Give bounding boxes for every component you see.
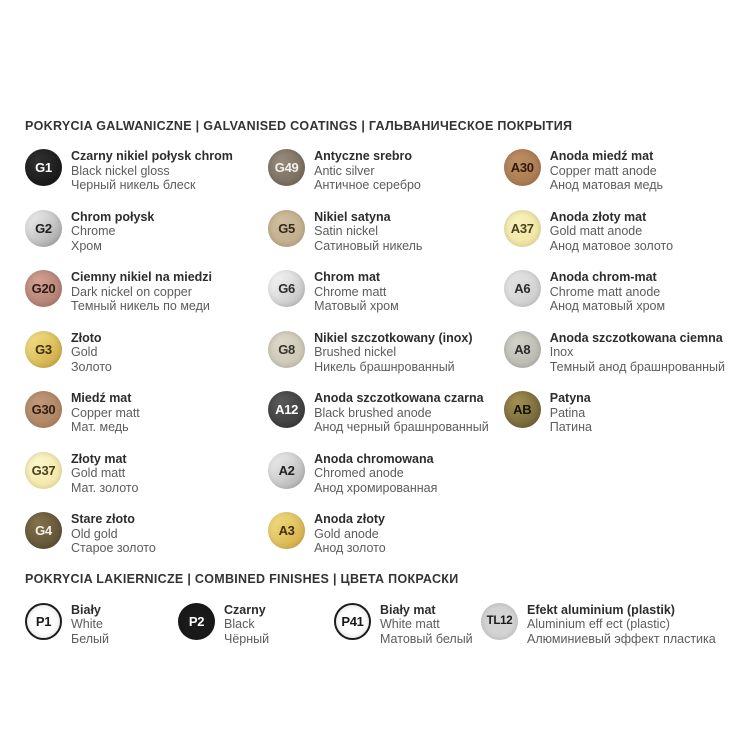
- finish-labels: [314, 511, 386, 556]
- finish-code: G2: [35, 220, 52, 236]
- finish-name-en: Chrome matt anode: [549, 284, 661, 299]
- finish-color-swatch: [25, 452, 62, 489]
- finish-color-swatch: [481, 603, 518, 640]
- finish-name-en: Gold matt anode: [549, 224, 643, 238]
- catalog-content: [25, 119, 725, 662]
- finish-code: AB: [513, 402, 532, 417]
- finish-name-ru: Матовый белый: [380, 631, 473, 646]
- finish-labels: [550, 330, 725, 375]
- lacquered-section-title: POKRYCIA LAKIERNICZE | COMBINED FINISHES | ЦВЕТА ПОКРАСКИ: [25, 571, 459, 586]
- finish-color-swatch: [268, 331, 305, 368]
- finish-name-pl: Anoda miedź mat: [549, 149, 654, 163]
- finish-name-en: Black brushed anode: [314, 405, 432, 420]
- finish-name-pl: Stare złoto: [71, 512, 135, 526]
- finish-item: [25, 602, 178, 647]
- finish-labels: [314, 269, 399, 314]
- finish-name-pl: Efekt aluminium (plastik): [527, 602, 675, 617]
- finish-labels: [71, 209, 154, 254]
- finish-code: G49: [274, 160, 299, 175]
- finish-item: [25, 451, 268, 496]
- finish-code: G37: [31, 462, 56, 478]
- finish-name-ru: Патина: [549, 420, 592, 434]
- finish-color-swatch: [268, 149, 305, 186]
- finish-labels: [380, 602, 473, 647]
- finish-name-ru: Анод хромированная: [314, 480, 438, 495]
- finish-name-ru: Темный анод брашнрованный: [549, 359, 725, 374]
- finish-item: [25, 209, 268, 254]
- finish-code: G6: [278, 281, 295, 296]
- finish-name-pl: Złoty mat: [71, 451, 127, 466]
- finish-code: P41: [341, 613, 364, 629]
- finish-labels: [314, 148, 421, 193]
- finish-name-en: Inox: [549, 345, 574, 359]
- finish-name-pl: Ciemny nikiel na miedzi: [71, 270, 213, 284]
- finish-name-en: Black: [224, 617, 255, 631]
- finish-color-swatch: [25, 391, 62, 428]
- finish-name-pl: Czarny: [224, 602, 266, 617]
- galvanised-column-1: [268, 148, 504, 572]
- finish-labels: [550, 209, 673, 254]
- finish-item: [25, 269, 268, 314]
- finish-name-en: White: [71, 617, 103, 631]
- finish-code: TL12: [486, 615, 513, 627]
- finish-item: [504, 330, 725, 375]
- finish-name-en: Satin nickel: [314, 224, 379, 238]
- finish-labels: [71, 511, 156, 556]
- finish-name-pl: Anoda szczotkowana czarna: [314, 391, 484, 405]
- finish-color-swatch: [334, 603, 371, 640]
- finish-color-swatch: [504, 270, 541, 307]
- finish-code: A8: [514, 341, 531, 357]
- finish-item: [268, 148, 504, 193]
- finish-name-pl: Biały mat: [380, 602, 436, 617]
- finish-color-swatch: [268, 210, 305, 247]
- finish-name-pl: Antyczne srebro: [314, 149, 413, 163]
- finish-color-swatch: [504, 149, 541, 186]
- finish-name-ru: Темный никель по меди: [71, 299, 210, 313]
- finish-item: [268, 209, 504, 254]
- finish-name-pl: Anoda złoty mat: [549, 209, 647, 224]
- finish-labels: [314, 390, 489, 435]
- finish-code: A12: [275, 402, 299, 417]
- finish-name-pl: Miedź mat: [71, 391, 132, 405]
- finish-color-swatch: [25, 512, 62, 549]
- finish-color-swatch: [178, 603, 215, 640]
- finish-labels: [314, 330, 472, 375]
- finish-name-en: White matt: [380, 617, 440, 631]
- finish-labels: [71, 148, 233, 193]
- finish-code: G3: [35, 341, 52, 357]
- finish-name-en: Antic silver: [314, 163, 375, 178]
- finish-name-ru: Хром: [71, 238, 102, 253]
- finish-name-ru: Мат. медь: [71, 420, 129, 434]
- finish-name-ru: Анод золото: [314, 541, 386, 555]
- finish-code: P2: [188, 613, 205, 629]
- finish-code: G5: [278, 220, 295, 236]
- finish-item: [504, 148, 725, 193]
- finish-color-swatch: [268, 270, 305, 307]
- finish-item: [334, 602, 481, 647]
- finish-name-ru: Чёрный: [224, 631, 270, 646]
- finish-name-ru: Сатиновый никель: [314, 238, 423, 253]
- finish-name-ru: Анод матовый хром: [549, 299, 666, 313]
- finish-item: [25, 148, 268, 193]
- finish-code: P1: [35, 613, 52, 629]
- finish-item: [268, 451, 504, 496]
- finish-name-ru: Мат. золото: [71, 480, 139, 495]
- finish-name-pl: Nikiel satyna: [314, 209, 391, 224]
- finish-item: [481, 602, 725, 647]
- finish-color-swatch: [25, 603, 62, 640]
- finish-name-pl: Anoda szczotkowana ciemna: [549, 330, 723, 345]
- finish-name-en: Black nickel gloss: [71, 163, 170, 178]
- galvanised-column-2: [504, 148, 725, 572]
- finish-labels: [71, 451, 138, 496]
- finish-color-swatch: [504, 391, 541, 428]
- finish-item: [25, 511, 268, 556]
- finish-name-pl: Złoto: [71, 330, 102, 345]
- finish-code: A37: [510, 220, 534, 236]
- finish-color-swatch: [268, 512, 305, 549]
- lacquered-row: [25, 602, 725, 663]
- finish-name-ru: Черный никель блеск: [71, 178, 196, 192]
- finish-labels: [314, 451, 437, 496]
- finish-name-pl: Chrom połysk: [71, 209, 155, 224]
- finish-name-en: Chrome: [71, 224, 116, 238]
- finish-labels: [71, 330, 112, 375]
- finish-code: G20: [31, 281, 56, 296]
- finish-name-ru: Старое золото: [71, 541, 156, 555]
- finish-color-swatch: [25, 270, 62, 307]
- finish-item: [25, 330, 268, 375]
- finish-name-en: Chrome matt: [314, 284, 387, 299]
- finish-name-ru: Анод черный брашнрованный: [314, 420, 489, 434]
- finish-name-ru: Никель брашнрованный: [314, 359, 455, 374]
- finish-name-ru: Алюминиевый эффект пластика: [527, 631, 716, 646]
- finish-name-ru: Белый: [71, 631, 110, 646]
- finish-name-pl: Patyna: [549, 391, 591, 405]
- finish-name-ru: Золото: [71, 359, 112, 374]
- finish-name-en: Brushed nickel: [314, 345, 397, 359]
- finish-name-pl: Nikiel szczotkowany (inox): [314, 330, 473, 345]
- finish-labels: [550, 390, 592, 435]
- finish-code: G1: [35, 160, 52, 175]
- finish-code: A2: [278, 462, 295, 478]
- finish-name-pl: Anoda chromowana: [314, 451, 434, 466]
- finish-item: [268, 269, 504, 314]
- finish-color-swatch: [25, 331, 62, 368]
- finish-labels: [224, 602, 269, 647]
- finish-labels: [314, 209, 422, 254]
- finish-color-swatch: [268, 391, 305, 428]
- finish-name-en: Gold anode: [314, 526, 379, 541]
- finish-color-swatch: [268, 452, 305, 489]
- finish-name-en: Gold: [71, 345, 98, 359]
- finish-name-ru: Античное серебро: [314, 178, 421, 192]
- finish-code: G4: [35, 523, 52, 538]
- finish-item: [268, 511, 504, 556]
- finish-name-pl: Biały: [71, 602, 101, 617]
- finish-color-swatch: [504, 210, 541, 247]
- finish-code: A3: [278, 523, 295, 538]
- finish-color-swatch: [25, 149, 62, 186]
- finish-code: G8: [278, 341, 295, 357]
- galvanised-section-title: POKRYCIA GALWANICZNE | GALVANISED COATINGS | ГАЛЬВАНИЧЕСКОЕ ПОКРЫТИЯ: [25, 119, 573, 133]
- finish-name-en: Copper matt: [71, 405, 140, 420]
- finish-code: A30: [510, 160, 534, 175]
- finish-item: [504, 209, 725, 254]
- finish-labels: [71, 602, 109, 647]
- finish-color-swatch: [504, 331, 541, 368]
- finish-name-en: Old gold: [71, 526, 118, 541]
- finish-name-pl: Anoda złoty: [314, 512, 385, 526]
- finish-name-en: Copper matt anode: [549, 163, 657, 178]
- finish-code: G30: [31, 402, 56, 417]
- finish-labels: [71, 269, 212, 314]
- finish-labels: [550, 148, 663, 193]
- finish-name-pl: Anoda chrom-mat: [549, 270, 657, 284]
- galvanised-column-0: [25, 148, 268, 572]
- finish-labels: [550, 269, 665, 314]
- finish-item: [504, 269, 725, 314]
- finish-name-en: Dark nickel on copper: [71, 284, 192, 299]
- finish-name-en: Gold matt: [71, 466, 126, 480]
- finish-name-pl: Czarny nikiel połysk chrom: [71, 149, 233, 163]
- finish-name-en: Patina: [549, 405, 586, 420]
- galvanised-grid: [25, 148, 725, 572]
- finish-name-en: Chromed anode: [314, 466, 404, 480]
- finish-item: [504, 390, 725, 435]
- finish-name-en: Aluminium eff ect (plastic): [527, 617, 670, 631]
- finish-labels: [71, 390, 140, 435]
- finish-item: [25, 390, 268, 435]
- finish-name-ru: Матовый хром: [314, 299, 399, 313]
- finish-item: [268, 390, 504, 435]
- finish-item: [268, 330, 504, 375]
- finish-color-swatch: [25, 210, 62, 247]
- finish-code: A6: [514, 281, 531, 296]
- finish-labels: [527, 602, 716, 647]
- finish-item: [178, 602, 334, 647]
- finish-name-ru: Анод матовая медь: [549, 178, 664, 192]
- finish-name-pl: Chrom mat: [314, 270, 381, 284]
- finish-name-ru: Анод матовое золото: [549, 238, 674, 253]
